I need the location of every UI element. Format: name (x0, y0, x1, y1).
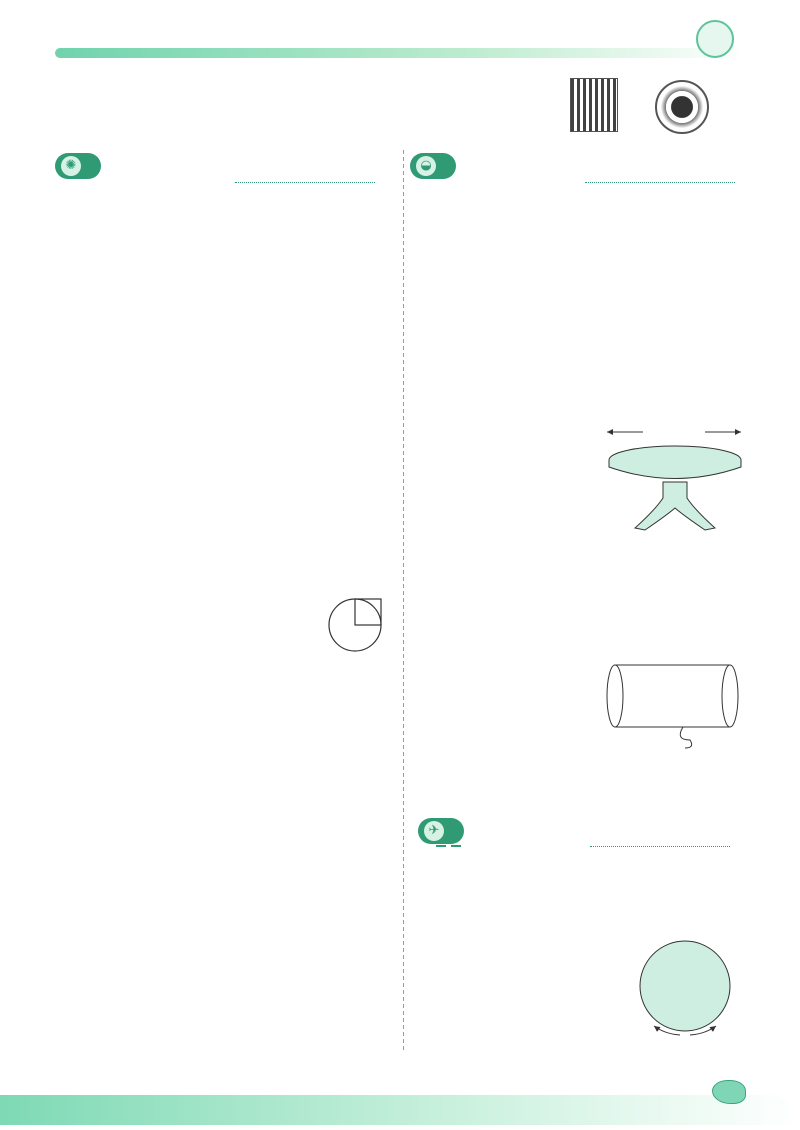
dolphin-icon (712, 1080, 746, 1104)
section-basic (55, 153, 101, 179)
column-divider (403, 150, 404, 1050)
three-square-figure (93, 783, 383, 893)
round-table-figure (605, 420, 745, 540)
tag-original (436, 845, 446, 847)
slogan-underline (585, 182, 735, 183)
q6 (414, 826, 744, 857)
ufo-icon: ◒ (416, 156, 436, 176)
satellite-icon: ✈ (424, 821, 444, 841)
quarter-circle-square (327, 597, 383, 653)
atom-icon: ✺ (61, 156, 81, 176)
slogan-underline (235, 182, 375, 183)
iron-rod-figure (605, 660, 745, 750)
top-banner (55, 48, 745, 58)
bottom-banner (0, 1095, 800, 1125)
q1-figure (105, 325, 395, 407)
tag-application (451, 845, 461, 847)
section-thinking (410, 153, 456, 179)
qr-code-icon[interactable] (570, 78, 618, 132)
qr-code-round-icon[interactable] (655, 80, 709, 134)
robot-icon (696, 20, 734, 58)
circle-field-figure (630, 938, 740, 1050)
